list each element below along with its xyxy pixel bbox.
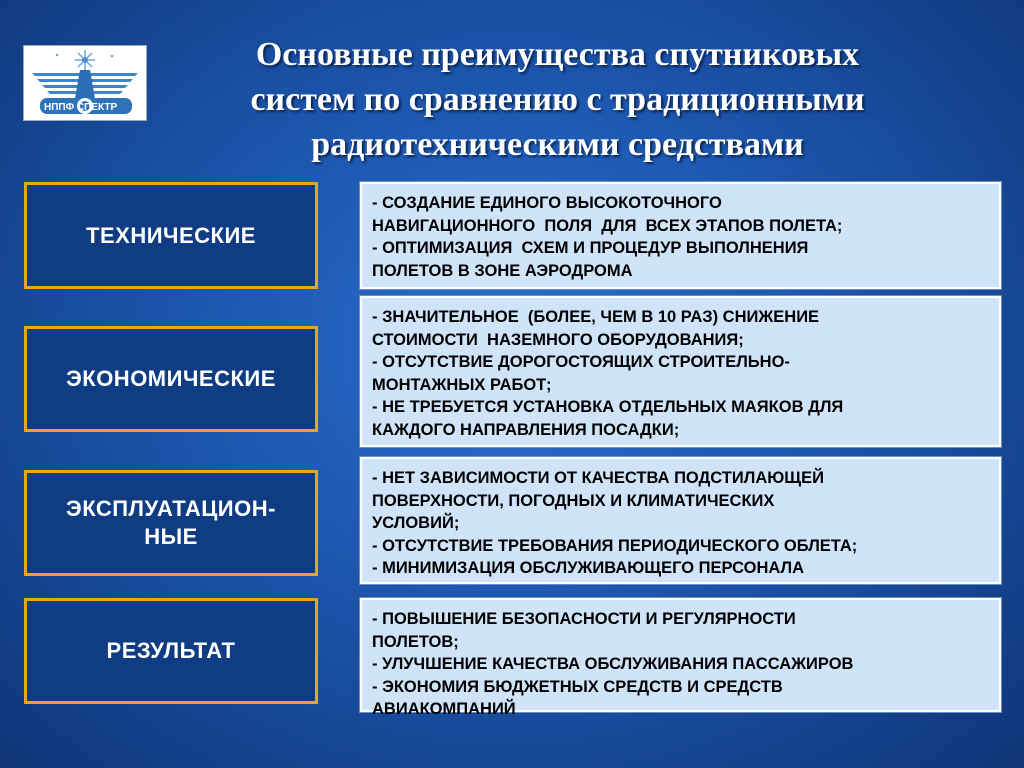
- advantages-result: [360, 598, 1001, 718]
- category-label: РЕЗУЛЬТАТ: [106, 638, 236, 663]
- category-label: ЭКОНОМИЧЕСКИЕ: [66, 366, 276, 391]
- advantage-line: УСЛОВИЙ;: [372, 514, 460, 532]
- advantages-economic: [360, 296, 1001, 447]
- page-title: [150, 32, 965, 167]
- advantage-line: - ЭКОНОМИЯ БЮДЖЕТНЫХ СРЕДСТВ И СРЕДСТВ: [372, 677, 783, 696]
- advantage-line: СТОИМОСТИ НАЗЕМНОГО ОБОРУДОВАНИЯ;: [372, 330, 744, 349]
- advantage-line: - УЛУЧШЕНИЕ КАЧЕСТВА ОБСЛУЖИВАНИЯ ПАССАЖИРОВ: [372, 655, 854, 673]
- category-label: ТЕХНИЧЕСКИЕ: [86, 222, 256, 248]
- advantage-line: ПОВЕРХНОСТИ, ПОГОДНЫХ И КЛИМАТИЧЕСКИХ: [372, 491, 775, 510]
- category-label: НЫЕ: [144, 524, 198, 549]
- advantage-line: - НЕ ТРЕБУЕТСЯ УСТАНОВКА ОТДЕЛЬНЫХ МАЯКОВ ДЛЯ: [372, 398, 844, 416]
- advantage-line: - ПОВЫШЕНИЕ БЕЗОПАСНОСТИ И РЕГУЛЯРНОСТИ: [372, 610, 796, 628]
- advantage-line: - ОТСУТСТВИЕ ДОРОГОСТОЯЩИХ СТРОИТЕЛЬНО-: [372, 353, 790, 371]
- logo-text: НППФ СПЕКТР: [44, 102, 118, 113]
- advantage-line: - МИНИМИЗАЦИЯ ОБСЛУЖИВАЮЩЕГО ПЕРСОНАЛА: [372, 559, 804, 577]
- advantage-line: - ОТСУТСТВИЕ ТРЕБОВАНИЯ ПЕРИОДИЧЕСКОГО ОБЛЕТА;: [372, 536, 858, 555]
- advantages-technical: [360, 182, 1001, 289]
- advantage-line: ПОЛЕТОВ В ЗОНЕ АЭРОДРОМА: [372, 261, 633, 280]
- title-line: систем по сравнению с традиционными: [250, 81, 865, 118]
- advantage-line: НАВИГАЦИОННОГО ПОЛЯ ДЛЯ ВСЕХ ЭТАПОВ ПОЛЕТА;: [372, 216, 843, 235]
- logo-graphic: [24, 46, 146, 120]
- advantages-operational: [360, 457, 1001, 584]
- advantage-line: - СОЗДАНИЕ ЕДИНОГО ВЫСОКОТОЧНОГО: [372, 194, 722, 212]
- advantage-line: - ЗНАЧИТЕЛЬНОЕ (БОЛЕЕ, ЧЕМ В 10 РАЗ) СНИЖЕНИЕ: [372, 308, 820, 326]
- advantage-line: АВИАКОМПАНИЙ: [372, 700, 516, 718]
- category-operational: [24, 470, 318, 576]
- company-logo: [23, 45, 147, 121]
- category-economic: [24, 326, 318, 432]
- category-result: [24, 598, 318, 704]
- advantage-line: - НЕТ ЗАВИСИМОСТИ ОТ КАЧЕСТВА ПОДСТИЛАЮЩЕЙ: [372, 469, 824, 487]
- category-label: ЭКСПЛУАТАЦИОН-: [66, 496, 276, 521]
- advantage-line: - ОПТИМИЗАЦИЯ СХЕМ И ПРОЦЕДУР ВЫПОЛНЕНИЯ: [372, 239, 809, 257]
- advantage-line: КАЖДОГО НАПРАВЛЕНИЯ ПОСАДКИ;: [372, 420, 680, 439]
- title-line: радиотехническими средствами: [311, 126, 804, 163]
- advantage-line: ПОЛЕТОВ;: [372, 632, 459, 651]
- advantage-line: МОНТАЖНЫХ РАБОТ;: [372, 375, 552, 394]
- category-technical: [24, 182, 318, 289]
- title-line: Основные преимущества спутниковых: [255, 36, 860, 73]
